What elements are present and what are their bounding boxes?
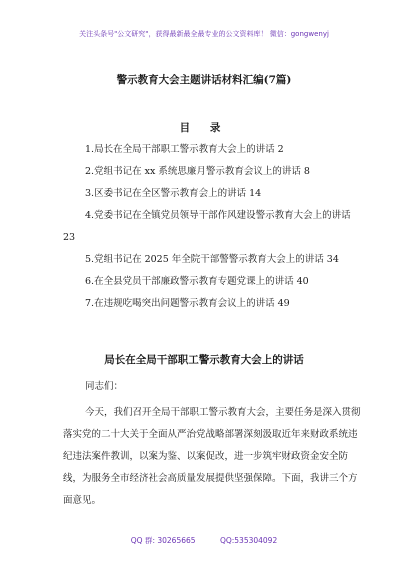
toc-item: 6.在全县党员干部廉政警示教育专题党课上的讲话 40 xyxy=(85,276,309,287)
toc-item: 4.党委书记在全镇党员领导干部作风建设警示教育大会上的讲话 23 xyxy=(63,210,351,243)
toc-item: 3.区委书记在全区警示教育会上的讲话 14 xyxy=(85,188,262,199)
footer-qq-group: QQ 群: 30265665 xyxy=(130,536,196,545)
toc-item: 2.党组书记在 xx 系统思廉月警示教育会议上的讲话 8 xyxy=(85,166,310,177)
toc-item: 5.党组书记在 2025 年全院干部警警示教育大会上的讲话 34 xyxy=(85,254,339,265)
header-banner: 关注头条号"公文研究"，获得最新最全最专业的公文资料库！ 微信：gongwenyj xyxy=(79,30,329,38)
toc-item: 7.在违规吃喝突出问题警示教育会议上的讲话 49 xyxy=(85,298,290,309)
footer-contact xyxy=(0,535,408,546)
section-title: 局长在全局干部职工警示教育大会上的讲话 xyxy=(104,354,304,366)
body-paragraph: 今天，我们召开全局干部职工警示教育大会，主要任务是深入贯彻落实党的二十大关于全面从严治党战略部署深刻汲取近年来财政系统违纪违法案件教训，以案为鉴、以案促改，进一步筑牢财政资金安全防线，为服务全市经济社会高质量发展提供坚强保障。下面，我讲三个方面意见。 xyxy=(63,407,361,506)
salutation: 同志们： xyxy=(85,381,124,392)
toc-item: 1.局长在全局干部职工警示教育大会上的讲话 2 xyxy=(85,144,284,155)
table-of-contents xyxy=(63,139,363,315)
document-title: 警示教育大会主题讲话材料汇编(7篇) xyxy=(116,74,292,86)
footer-qq: QQ:535304092 xyxy=(219,536,278,545)
toc-heading: 目 录 xyxy=(179,122,229,134)
